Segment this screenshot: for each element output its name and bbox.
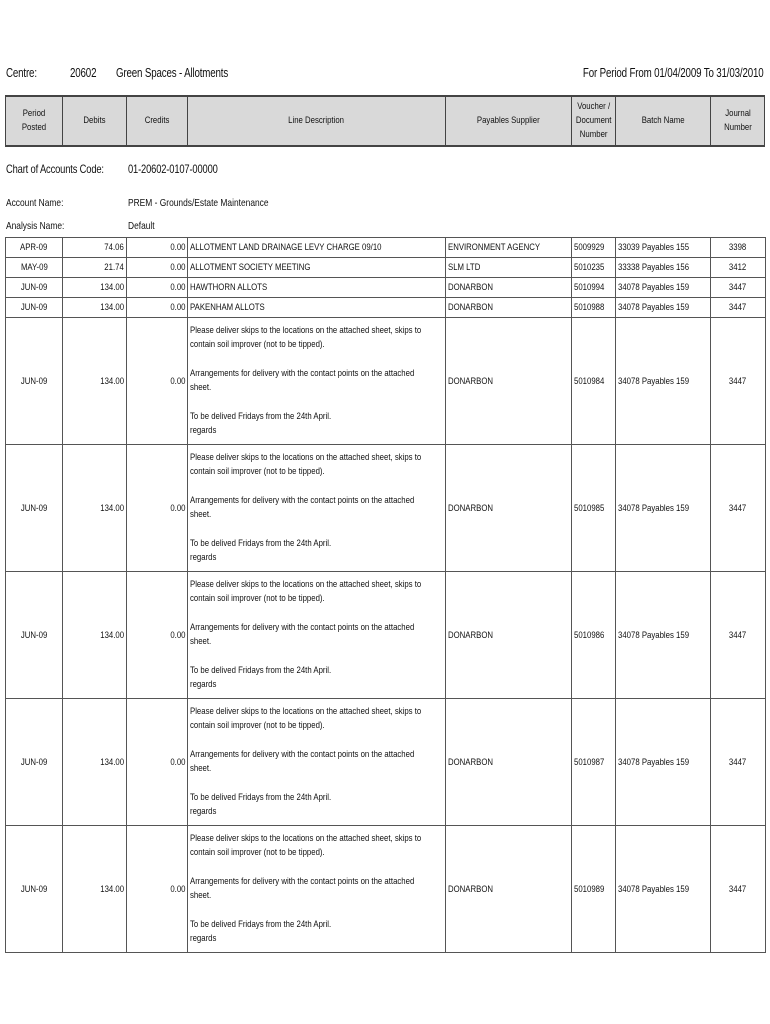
batch-cell: 34078 Payables 159 xyxy=(616,445,711,572)
journal-cell: 3447 xyxy=(711,318,766,445)
chart-of-accounts-label: Chart of Accounts Code: xyxy=(6,162,104,176)
journal-cell: 3447 xyxy=(711,445,766,572)
description-line: To be delived Fridays from the 24th April. regards xyxy=(190,919,332,944)
description-cell: PAKENHAM ALLOTS xyxy=(188,298,446,318)
supplier-cell: DONARBON xyxy=(446,699,572,826)
supplier-cell: DONARBON xyxy=(446,445,572,572)
journal-cell: 3447 xyxy=(711,572,766,699)
report-period: For Period From 01/04/2009 To 31/03/2010 xyxy=(583,66,764,80)
description-cell: ALLOTMENT LAND DRAINAGE LEVY CHARGE 09/10 xyxy=(188,238,446,258)
description-cell: ALLOTMENT SOCIETY MEETING xyxy=(188,258,446,278)
supplier-cell: DONARBON xyxy=(446,826,572,953)
voucher-cell: 5010988 xyxy=(572,298,616,318)
voucher-cell: 5010235 xyxy=(572,258,616,278)
description-cell xyxy=(188,699,446,826)
table-row xyxy=(6,258,766,278)
journal-cell: 3447 xyxy=(711,278,766,298)
description-cell xyxy=(188,826,446,953)
table-row xyxy=(6,445,766,572)
period-cell: JUN-09 xyxy=(6,699,63,826)
analysis-name-label: Analysis Name: xyxy=(6,220,65,232)
debit-cell: 134.00 xyxy=(63,278,127,298)
col-credits: Credits xyxy=(126,95,187,147)
debit-cell: 134.00 xyxy=(63,445,127,572)
voucher-cell: 5010989 xyxy=(572,826,616,953)
voucher-cell: 5010994 xyxy=(572,278,616,298)
centre-code: 20602 xyxy=(70,66,97,80)
table-row xyxy=(6,318,766,445)
description-cell xyxy=(188,572,446,699)
credit-cell: 0.00 xyxy=(127,445,188,572)
credit-cell: 0.00 xyxy=(127,826,188,953)
debit-cell: 134.00 xyxy=(63,699,127,826)
description-line: Please deliver skips to the locations on the attached sheet, skips to contain soil improver (not to be tipped). xyxy=(190,706,422,731)
description-line: Please deliver skips to the locations on the attached sheet, skips to contain soil improver (not to be tipped). xyxy=(190,833,422,858)
description-line: Please deliver skips to the locations on the attached sheet, skips to contain soil improver (not to be tipped). xyxy=(190,452,422,477)
col-line-description: Line Description xyxy=(187,95,445,147)
journal-cell: 3447 xyxy=(711,699,766,826)
description-line: Please deliver skips to the locations on the attached sheet, skips to contain soil improver (not to be tipped). xyxy=(190,579,422,604)
table-row xyxy=(6,278,766,298)
table-row xyxy=(6,298,766,318)
period-cell: MAY-09 xyxy=(6,258,63,278)
voucher-cell: 5010986 xyxy=(572,572,616,699)
batch-cell: 34078 Payables 159 xyxy=(616,572,711,699)
description-cell xyxy=(188,318,446,445)
credit-cell: 0.00 xyxy=(127,278,188,298)
supplier-cell: DONARBON xyxy=(446,318,572,445)
journal-cell: 3398 xyxy=(711,238,766,258)
description-line: Arrangements for delivery with the contact points on the attached sheet. xyxy=(190,368,415,393)
description-line: Arrangements for delivery with the contact points on the attached sheet. xyxy=(190,495,415,520)
col-payables-supplier: Payables Supplier xyxy=(445,95,571,147)
table-row xyxy=(6,572,766,699)
supplier-cell: SLM LTD xyxy=(446,258,572,278)
period-cell: APR-09 xyxy=(6,238,63,258)
description-cell: HAWTHORN ALLOTS xyxy=(188,278,446,298)
table-row xyxy=(6,826,766,953)
description-line: To be delived Fridays from the 24th April. regards xyxy=(190,411,332,436)
account-name: PREM - Grounds/Estate Maintenance xyxy=(128,197,269,209)
batch-cell: 33338 Payables 156 xyxy=(616,258,711,278)
description-line: To be delived Fridays from the 24th April. regards xyxy=(190,538,332,563)
journal-cell: 3412 xyxy=(711,258,766,278)
period-cell: JUN-09 xyxy=(6,826,63,953)
debit-cell: 21.74 xyxy=(63,258,127,278)
col-voucher-number: Voucher / Document Number xyxy=(571,95,615,147)
debit-cell: 134.00 xyxy=(63,298,127,318)
description-line: Arrangements for delivery with the contact points on the attached sheet. xyxy=(190,749,415,774)
chart-of-accounts-code: 01-20602-0107-00000 xyxy=(128,162,218,176)
debit-cell: 134.00 xyxy=(63,318,127,445)
analysis-name: Default xyxy=(128,220,155,232)
period-cell: JUN-09 xyxy=(6,298,63,318)
table-row xyxy=(6,238,766,258)
period-cell: JUN-09 xyxy=(6,318,63,445)
supplier-cell: DONARBON xyxy=(446,278,572,298)
supplier-cell: DONARBON xyxy=(446,298,572,318)
description-line: Please deliver skips to the locations on the attached sheet, skips to contain soil improver (not to be tipped). xyxy=(190,325,422,350)
description-line: Arrangements for delivery with the contact points on the attached sheet. xyxy=(190,622,415,647)
supplier-cell: ENVIRONMENT AGENCY xyxy=(446,238,572,258)
period-cell: JUN-09 xyxy=(6,445,63,572)
col-journal-number: Journal Number xyxy=(710,95,765,147)
period-cell: JUN-09 xyxy=(6,572,63,699)
journal-cell: 3447 xyxy=(711,826,766,953)
centre-name: Green Spaces - Allotments xyxy=(116,66,229,80)
centre-label: Centre: xyxy=(6,66,37,80)
debit-cell: 134.00 xyxy=(63,572,127,699)
journal-cell: 3447 xyxy=(711,298,766,318)
table-row xyxy=(6,699,766,826)
credit-cell: 0.00 xyxy=(127,572,188,699)
voucher-cell: 5010987 xyxy=(572,699,616,826)
account-name-label: Account Name: xyxy=(6,197,64,209)
voucher-cell: 5010984 xyxy=(572,318,616,445)
credit-cell: 0.00 xyxy=(127,699,188,826)
col-batch-name: Batch Name xyxy=(615,95,710,147)
credit-cell: 0.00 xyxy=(127,258,188,278)
description-line: Arrangements for delivery with the contact points on the attached sheet. xyxy=(190,876,415,901)
batch-cell: 34078 Payables 159 xyxy=(616,699,711,826)
col-period-posted: Period Posted xyxy=(5,95,62,147)
batch-cell: 33039 Payables 155 xyxy=(616,238,711,258)
col-debits: Debits xyxy=(62,95,126,147)
description-cell xyxy=(188,445,446,572)
credit-cell: 0.00 xyxy=(127,318,188,445)
credit-cell: 0.00 xyxy=(127,298,188,318)
transactions-table xyxy=(5,237,766,953)
batch-cell: 34078 Payables 159 xyxy=(616,318,711,445)
batch-cell: 34078 Payables 159 xyxy=(616,826,711,953)
batch-cell: 34078 Payables 159 xyxy=(616,278,711,298)
voucher-cell: 5009929 xyxy=(572,238,616,258)
credit-cell: 0.00 xyxy=(127,238,188,258)
debit-cell: 74.06 xyxy=(63,238,127,258)
period-cell: JUN-09 xyxy=(6,278,63,298)
debit-cell: 134.00 xyxy=(63,826,127,953)
batch-cell: 34078 Payables 159 xyxy=(616,298,711,318)
voucher-cell: 5010985 xyxy=(572,445,616,572)
description-line: To be delived Fridays from the 24th April. regards xyxy=(190,665,332,690)
description-line: To be delived Fridays from the 24th April. regards xyxy=(190,792,332,817)
supplier-cell: DONARBON xyxy=(446,572,572,699)
